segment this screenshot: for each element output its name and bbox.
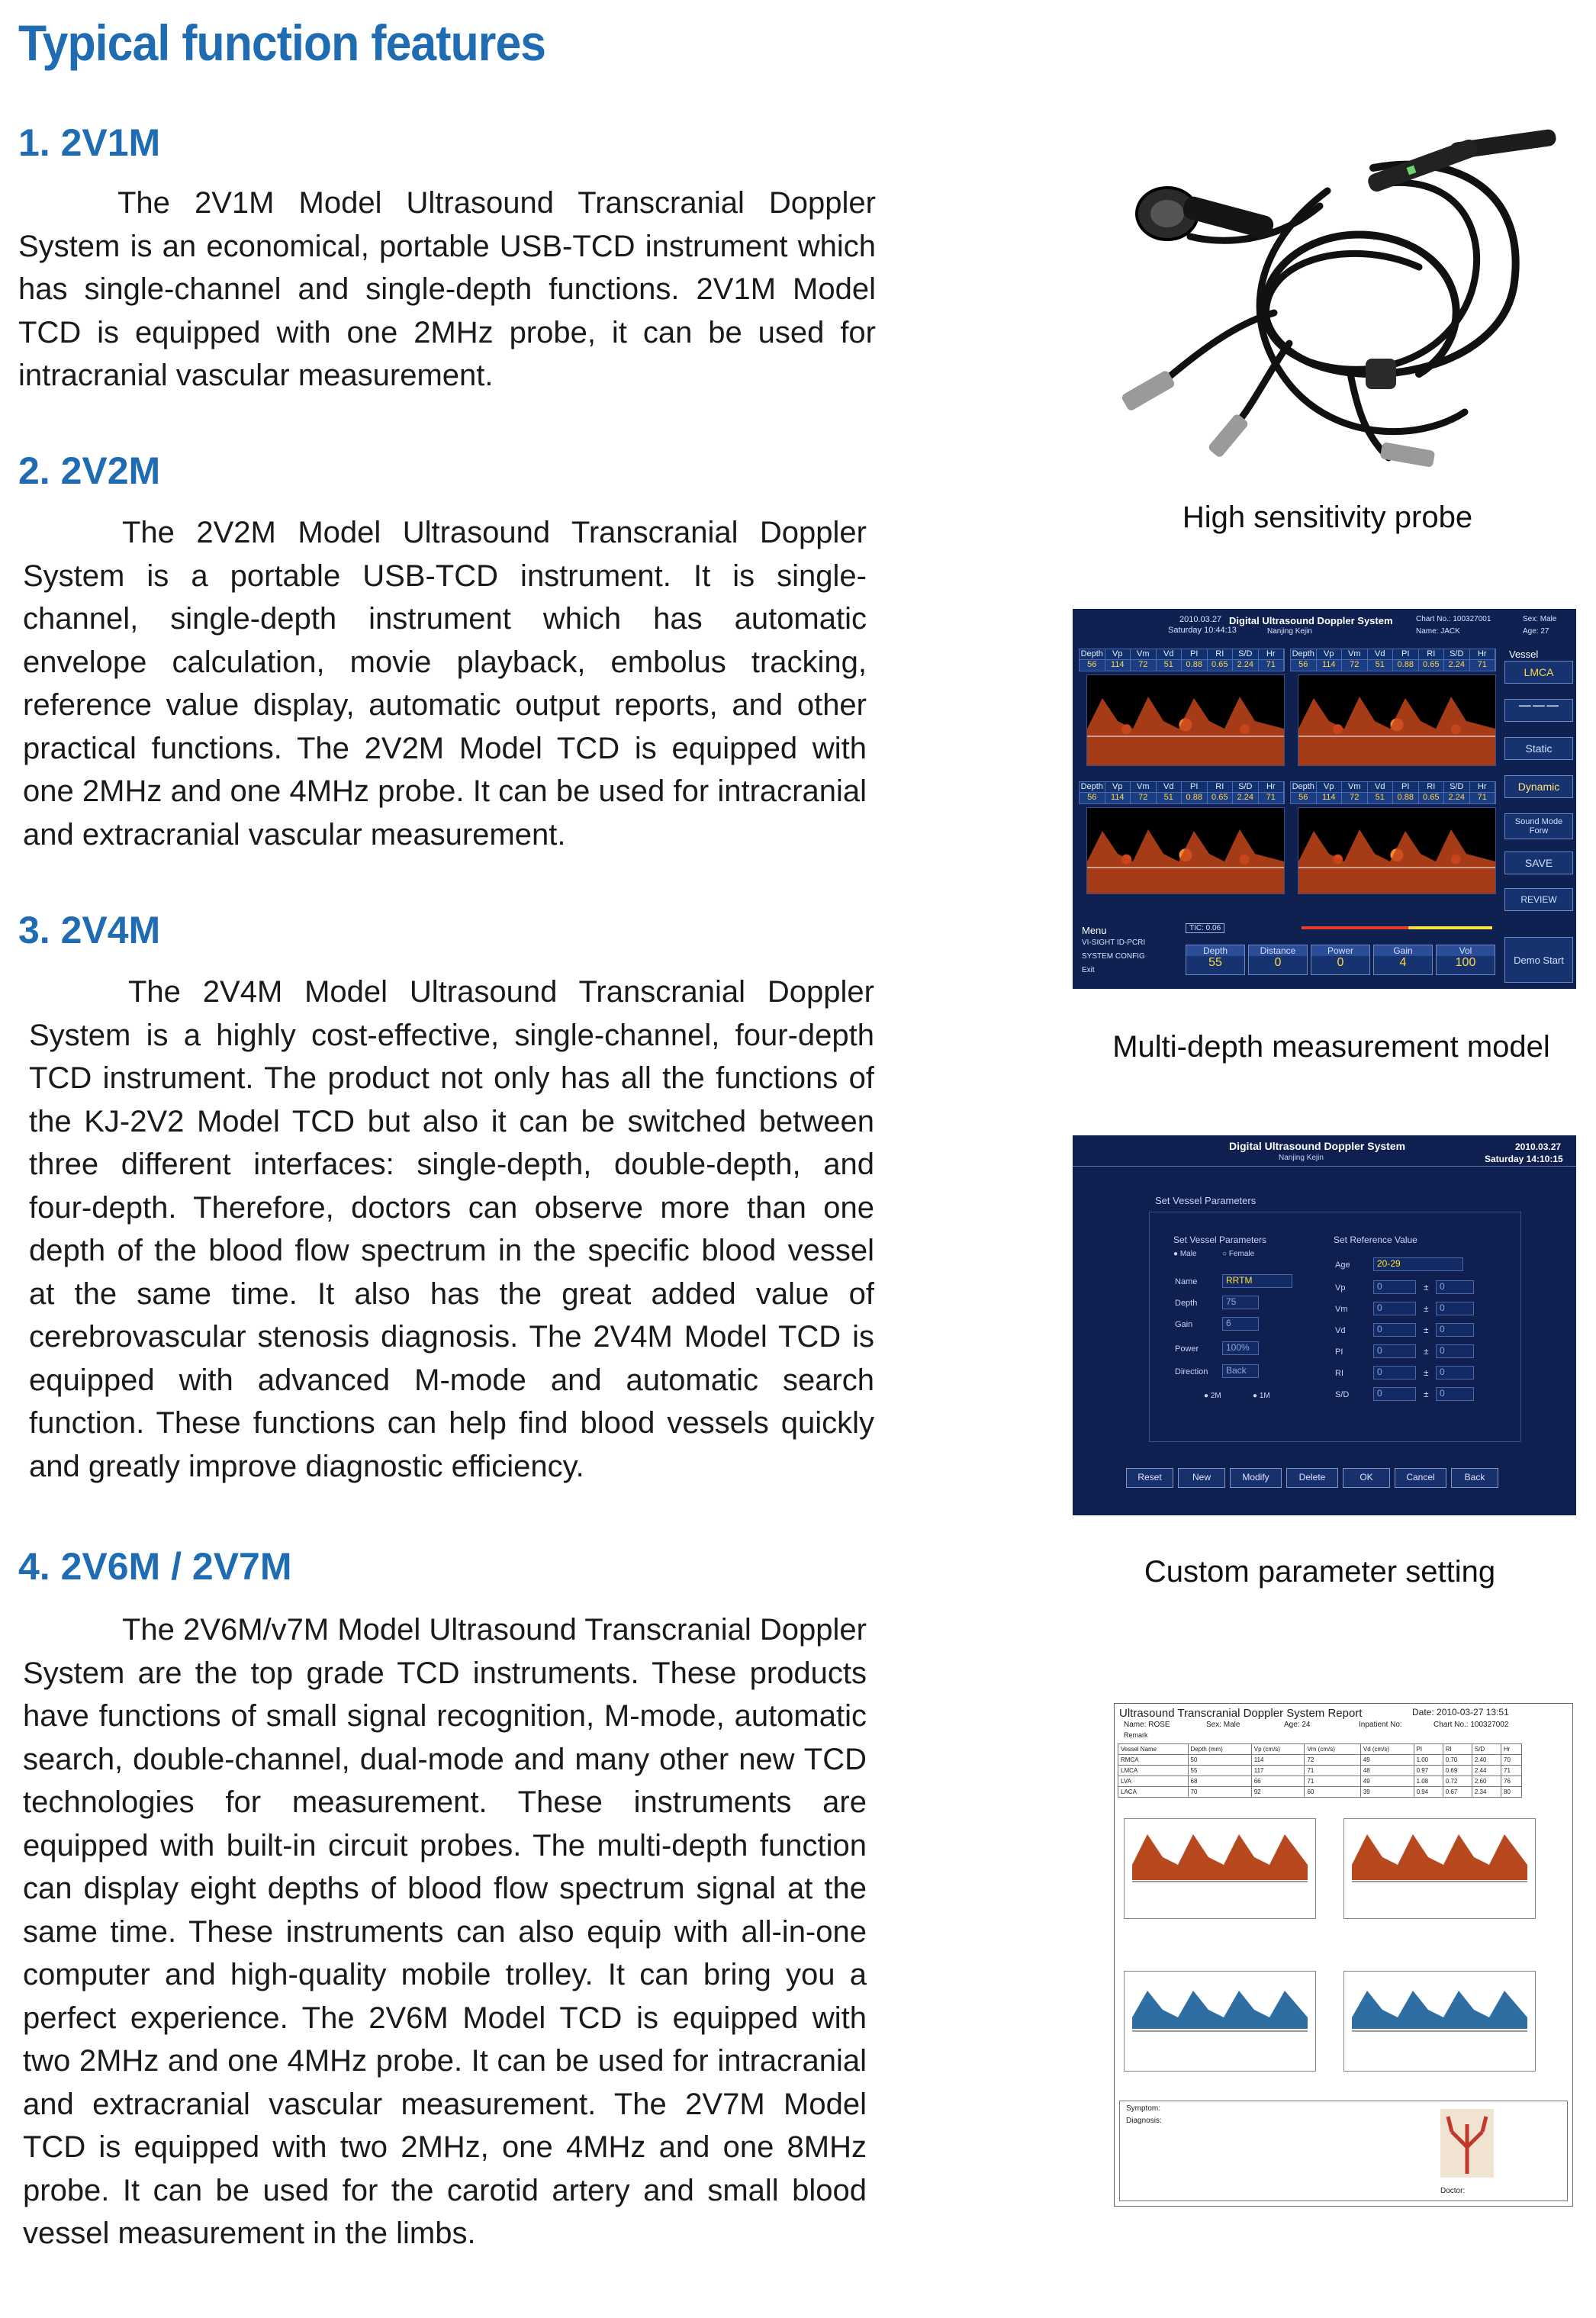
table-cell: 2.40 [1472,1755,1501,1766]
report-age: Age: 24 [1284,1721,1311,1729]
menu-item-system-config[interactable]: SYSTEM CONFIG [1082,952,1145,961]
probe-photo [1099,122,1556,473]
section-heading-2v6m-2v7m: 4. 2V6M / 2V7M [18,1545,292,1588]
table-cell: 70 [1188,1787,1251,1798]
screen1-daytime: Saturday 10:44:13 [1168,626,1237,635]
waveform-selector[interactable]: ▔▔ ▔▔ ▔▔ [1504,699,1573,722]
table-cell: 55 [1188,1766,1251,1776]
control-volume[interactable]: Vol 100 [1436,945,1495,975]
table-cell: 66 [1251,1776,1305,1787]
table-cell: Vm (cm/s) [1305,1744,1360,1755]
table-cell: 72 [1305,1755,1360,1766]
control-depth[interactable]: Depth 55 [1186,945,1245,975]
table-cell: 71 [1305,1776,1360,1787]
cancel-button[interactable]: Cancel [1395,1468,1446,1488]
report-inpatient: Inpatient No: [1359,1721,1402,1729]
left-group-title: Set Vessel Parameters [1173,1235,1267,1245]
ref-input-range[interactable]: 0 [1436,1302,1474,1315]
table-row [1118,1776,1522,1787]
brain-vessel-diagram [1440,2109,1494,2178]
param-header-3: Depth Vp Vm Vd PI RI S/D Hr [1079,781,1285,794]
ref-label-vd: Vd [1335,1326,1346,1335]
table-cell: 71 [1501,1766,1522,1776]
report-sex: Sex: Male [1206,1721,1240,1729]
report-spectrum-3 [1124,1971,1316,2072]
table-cell: 117 [1251,1766,1305,1776]
param-header-4: Depth Vp Vm Vd PI RI S/D Hr [1290,781,1496,794]
param-header-1: Depth Vp Vm Vd PI RI S/D Hr [1079,649,1285,661]
spectrum-1 [1086,674,1285,766]
table-cell: 1.08 [1414,1776,1443,1787]
table-row [1118,1766,1522,1776]
table-cell: S/D [1472,1744,1501,1755]
menu-item-visight[interactable]: VI-SIGHT ID-PCRI [1082,938,1146,947]
ref-age-select[interactable]: 20-29 [1373,1257,1463,1271]
section-heading-2v2m: 2. 2V2M [18,449,161,492]
report-symptom: Symptom: [1126,2104,1161,2113]
report-remark: Remark [1124,1731,1148,1739]
report-patient-name: Name: ROSE [1124,1721,1170,1729]
report-spectrum-1 [1124,1818,1316,1919]
table-cell: 50 [1188,1755,1251,1766]
ref-input-range[interactable]: 0 [1436,1387,1474,1401]
table-cell: 71 [1305,1766,1360,1776]
back-button[interactable]: Back [1451,1468,1498,1488]
table-cell: 48 [1360,1766,1414,1776]
screen2-date: 2010.03.27 [1515,1141,1562,1152]
ref-input-range[interactable]: 0 [1436,1280,1474,1294]
direction-input[interactable]: Back [1222,1364,1259,1378]
table-cell: RMCA [1118,1755,1189,1766]
section-paragraph-2v6m-2v7m: The 2V6M/v7M Model Ultrasound Transcranial Doppler System are the top grade TCD instruments. These products have functions of small signal recognition, M-mode, automatic search, double-channel, dual-mode and many other new TCD technologies for measurement. These instruments are equipped with built-in circuit probes. The multi-depth function can display eight depths of blood flow spectrum signal at the same time. These instruments can also equip with all-in-one computer and high-quality mobile trolley. It can bring you a perfect experience. The 2V6M Model TCD is equipped with two 2MHz and one 4MHz probe. It can be used for intracranial and extracranial vascular measurement. The 2V7M Model TCD is equipped with two 2MHz, one 4MHz and one 8MHz probe. It can be used for the carotid artery and small blood vessel measurement in the limbs. [23,1613,867,2250]
report-diagnosis: Diagnosis: [1126,2117,1162,2125]
demo-start-button[interactable]: Demo Start [1504,937,1573,983]
table-cell: 60 [1305,1787,1360,1798]
table-cell: 114 [1251,1755,1305,1766]
ref-input-range[interactable]: 0 [1436,1366,1474,1380]
reset-button[interactable]: Reset [1126,1468,1173,1488]
radio-female[interactable]: ○ Female [1222,1250,1255,1258]
ref-input-min[interactable]: 0 [1373,1344,1416,1358]
spectrum-3 [1086,807,1285,894]
table-cell: 49 [1360,1776,1414,1787]
table-row [1118,1755,1522,1766]
param-values-3: 56 114 72 51 0.88 0.65 2.24 71 [1079,792,1285,804]
plus-minus-symbol: ± [1424,1303,1429,1314]
right-group-title: Set Reference Value [1334,1235,1417,1245]
table-cell: 0.70 [1443,1755,1472,1766]
screen1-name: Name: JACK [1416,627,1460,636]
ref-input-range[interactable]: 0 [1436,1344,1474,1358]
table-cell: 2.34 [1472,1787,1501,1798]
table-cell: 76 [1501,1776,1522,1787]
ref-label-vp: Vp [1335,1283,1346,1293]
screen2-company: Nanjing Kejin [1279,1154,1324,1162]
table-cell: 68 [1188,1776,1251,1787]
table-cell: 80 [1501,1787,1522,1798]
report-chart: Chart No.: 100327002 [1434,1721,1509,1729]
table-row [1118,1787,1522,1798]
param-values-4: 56 114 72 51 0.88 0.65 2.24 71 [1290,792,1496,804]
freq-1m-radio[interactable]: ● 1M [1253,1392,1270,1400]
table-cell: 0.94 [1414,1787,1443,1798]
table-row [1118,1744,1522,1755]
table-cell: 2.44 [1472,1766,1501,1776]
field-label-gain: Gain [1175,1320,1193,1329]
table-cell: 70 [1501,1755,1522,1766]
table-cell: Vd (cm/s) [1360,1744,1414,1755]
power-input[interactable]: 100% [1222,1341,1259,1355]
section-heading-2v4m: 3. 2V4M [18,909,161,951]
screen1-chart-no: Chart No.: 100327001 [1416,615,1491,623]
delete-button[interactable]: Delete [1286,1468,1338,1488]
section-heading-2v1m: 1. 2V1M [18,121,161,164]
spectrum-4 [1298,807,1496,894]
ref-label-ri: RI [1335,1369,1343,1378]
table-cell: Vessel Name [1118,1744,1189,1755]
caption-custom: Custom parameter setting [1144,1555,1496,1589]
ref-input-min[interactable]: 0 [1373,1323,1416,1337]
report-printout [1114,1703,1573,2207]
table-cell: LACA [1118,1787,1189,1798]
menu-item-exit[interactable]: Exit [1082,966,1095,974]
ref-label-vm: Vm [1335,1305,1348,1314]
menu-title: Menu [1082,925,1107,936]
vessel-parameter-screenshot [1073,1135,1576,1515]
table-cell: 0.72 [1443,1776,1472,1787]
table-cell: 2.60 [1472,1776,1501,1787]
screen2-daytime: Saturday 14:10:15 [1485,1154,1563,1164]
report-date: Date: 2010-03-27 13:51 [1412,1707,1509,1718]
screen1-sex: Sex: Male [1523,615,1557,623]
freq-2m-radio[interactable]: ● 2M [1204,1392,1221,1400]
radio-male[interactable]: ● Male [1173,1250,1197,1258]
field-label-name: Name [1175,1277,1198,1286]
param-values-1: 56 114 72 51 0.88 0.65 2.24 71 [1079,659,1285,671]
table-cell: 39 [1360,1787,1414,1798]
report-notes-box [1119,2101,1568,2201]
caption-probe: High sensitivity probe [1182,501,1473,534]
ref-input-range[interactable]: 0 [1436,1323,1474,1337]
modify-button[interactable]: Modify [1230,1468,1282,1488]
review-button[interactable]: REVIEW [1504,888,1573,911]
field-label-depth: Depth [1175,1299,1198,1308]
table-cell: 92 [1251,1787,1305,1798]
table-cell: LMCA [1118,1766,1189,1776]
param-values-2: 56 114 72 51 0.88 0.65 2.24 71 [1290,659,1496,671]
control-gain[interactable]: Gain 4 [1373,945,1433,975]
plus-minus-symbol: ± [1424,1346,1429,1357]
tic-readout: TIC: 0.06 [1186,923,1224,933]
set-vessel-parameters-title: Set Vessel Parameters [1155,1195,1257,1206]
report-table [1118,1743,1522,1798]
sound-mode-button[interactable]: Sound Mode Forw [1504,813,1573,839]
param-header-2: Depth Vp Vm Vd PI RI S/D Hr [1290,649,1496,661]
plus-minus-symbol: ± [1424,1282,1429,1293]
screen2-system-title: Digital Ultrasound Doppler System [1229,1140,1406,1152]
table-cell: 1.00 [1414,1755,1443,1766]
control-power[interactable]: Power 0 [1311,945,1370,975]
name-select[interactable]: RRTM [1222,1274,1292,1288]
ref-input-min[interactable]: 0 [1373,1280,1416,1294]
table-cell: Vp (cm/s) [1251,1744,1305,1755]
report-doctor: Doctor: [1440,2187,1466,2195]
screen1-date: 2010.03.27 [1179,615,1222,624]
plus-minus-symbol: ± [1424,1389,1429,1399]
vessel-label: Vessel [1509,649,1539,660]
field-label-power: Power [1175,1344,1199,1354]
new-button[interactable]: New [1178,1468,1225,1488]
gain-input[interactable]: 6 [1222,1317,1259,1331]
ref-input-min[interactable]: 0 [1373,1302,1416,1315]
ref-input-min[interactable]: 0 [1373,1387,1416,1401]
table-cell: Depth (mm) [1188,1744,1251,1755]
save-button[interactable]: SAVE [1504,852,1573,874]
plus-minus-symbol: ± [1424,1325,1429,1335]
ref-label-pi: PI [1335,1347,1343,1357]
screen1-age: Age: 27 [1523,627,1549,636]
ref-label-sd: S/D [1335,1390,1350,1399]
field-label-direction: Direction [1175,1367,1208,1376]
multi-depth-screenshot [1073,609,1576,989]
table-cell: 0.97 [1414,1766,1443,1776]
table-cell: RI [1443,1744,1472,1755]
static-button[interactable]: Static [1504,737,1573,760]
table-cell: 0.69 [1443,1766,1472,1776]
section-paragraph-2v1m: The 2V1M Model Ultrasound Transcranial Doppler System is an economical, portable USB-TCD instrument which has single-channel and single-depth functions. 2V1M Model TCD is equipped with one 2MHz probe, it can be used for intracranial vascular measurement. [18,186,876,392]
ok-button[interactable]: OK [1343,1468,1390,1488]
depth-indicator-yellow [1408,926,1492,929]
table-cell: 49 [1360,1755,1414,1766]
depth-input[interactable]: 75 [1222,1296,1259,1309]
table-cell: PI [1414,1744,1443,1755]
section-paragraph-2v4m: The 2V4M Model Ultrasound Transcranial Doppler System is a highly cost-effective, single-channel, four-depth TCD instrument. The product not only has all the functions of the KJ-2V2 Model TCD but also it can be switched between three different interfaces: single-depth, double-depth, and four-depth. Therefore, doctors can observe more than one depth of the blood flow spectrum in the specific blood vessel at the same time. It also has the great added value of cerebrovascular stenosis diagnosis. The 2V4M Model TCD is equipped with advanced M-mode and automatic search function. These functions can help find blood vessels quickly and greatly improve diagnostic efficiency. [29,975,874,1483]
table-cell: LVA [1118,1776,1189,1787]
ref-age-label: Age [1335,1260,1350,1270]
screen1-company: Nanjing Kejin [1267,627,1312,636]
depth-indicator-red [1302,926,1408,929]
table-cell: 0.67 [1443,1787,1472,1798]
table-cell: Hr [1501,1744,1522,1755]
ref-input-min[interactable]: 0 [1373,1366,1416,1380]
control-distance[interactable]: Distance 0 [1248,945,1308,975]
report-spectrum-4 [1343,1971,1536,2072]
dynamic-button[interactable]: Dynamic [1504,775,1573,798]
screen1-system-title: Digital Ultrasound Doppler System [1229,615,1393,626]
report-spectrum-2 [1343,1818,1536,1919]
plus-minus-symbol: ± [1424,1367,1429,1378]
spectrum-2 [1298,674,1496,766]
section-paragraph-2v2m: The 2V2M Model Ultrasound Transcranial Doppler System is a portable USB-TCD instrument. It is single-channel, single-depth instrument which has automatic envelope calculation, movie playback, embolus tracking, reference value display, automatic output reports, and other practical functions. The 2V2M Model TCD is equipped with one 2MHz and one 4MHz probe. It can be used for intracranial and extracranial vascular measurement. [23,516,867,852]
page-title: Typical function features [18,14,546,71]
report-title: Ultrasound Transcranial Doppler System Report [1119,1707,1363,1720]
caption-multi-depth: Multi-depth measurement model [1112,1030,1550,1064]
vessel-select[interactable]: LMCA [1504,661,1573,684]
